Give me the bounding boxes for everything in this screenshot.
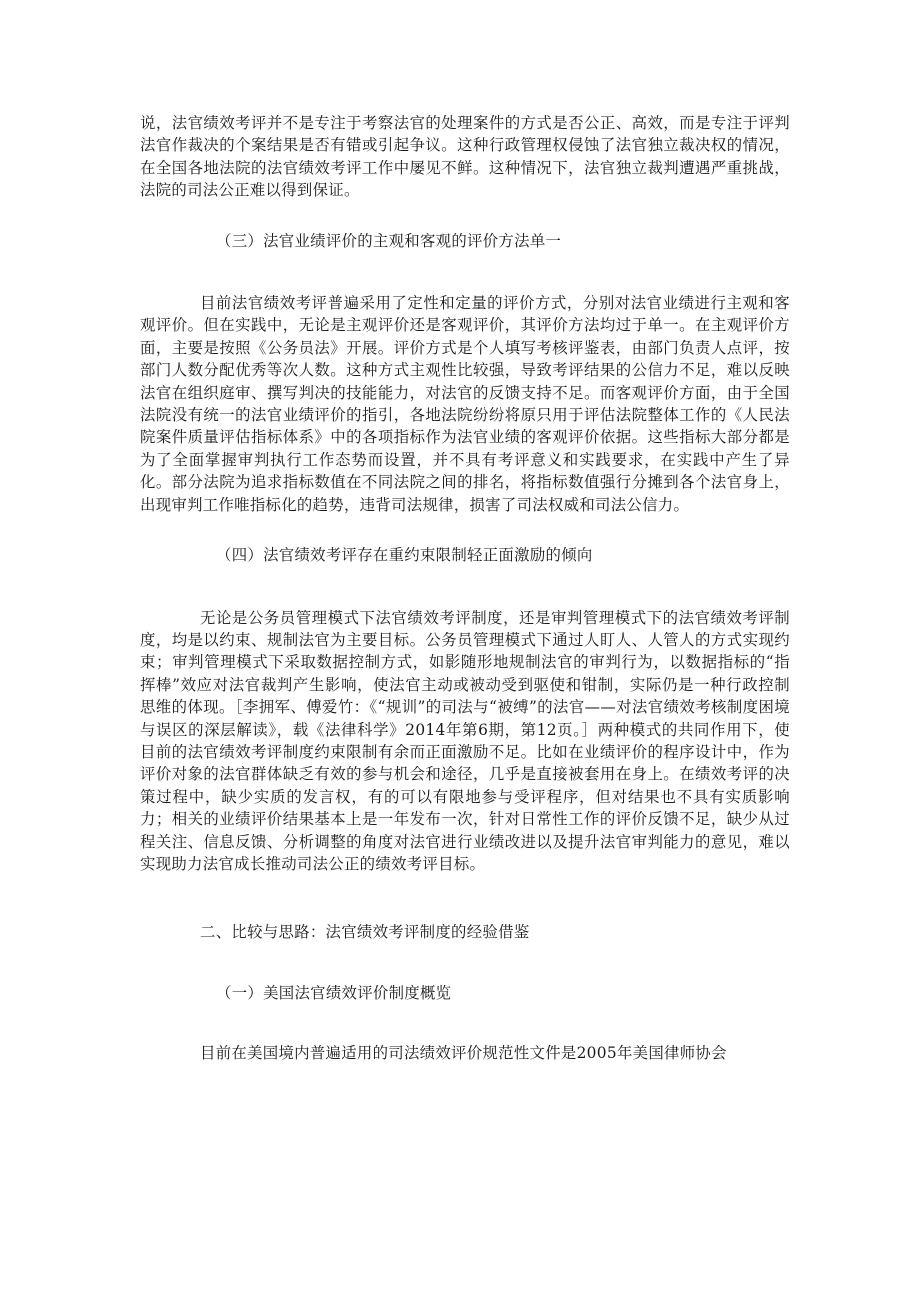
body-paragraph: 说，法官绩效考评并不是专注于考察法官的处理案件的方式是否公正、高效，而是专注于评判法官作裁决的个案结果是否有错或引起争议。这种行政管理权侵蚀了法官独立裁决权的情况，在全国各地法院的法官绩效考评工作中屡见不鲜。这种情况下，法官独立裁判遭遇严重挑战，法院的司法公正难以得到保证。 xyxy=(140,114,790,200)
body-paragraph: 目前在美国境内普遍适用的司法绩效评价规范性文件是2005年美国律师协会 xyxy=(200,1044,727,1063)
chapter-heading: 二、比较与思路：法官绩效考评制度的经验借鉴 xyxy=(200,923,530,942)
body-paragraph: 无论是公务员管理模式下法官绩效考评制度，还是审判管理模式下的法官绩效考评制度，均是以约束、规制法官为主要目标。公务员管理模式下通过人盯人、人管人的方式实现约束；审判管理模式下采取数据控制方式，如影随形地规制法官的审判行为，以数据指标的“指挥棒”效应对法官裁判产生影响，使法官主动或被动受到驱使和钳制，实际仍是一种行政控制思维的体现。［李拥军、傅爱竹：《“规训”的司法与“被缚”的法官——对法官绩效考核制度困境与误区的深层解读》，载《法律科学》2014年第6期，第12页。］两种模式的共同作用下，使目前的法官绩效考评制度约束限制有余而正面激励不足。比如在业绩评价的程序设计中，作为评价对象的法官群体缺乏有效的参与机会和途径，几乎是直接被套用在身上。在绩效考评的决策过程中，缺少实质的发言权，有的可以有限地参与受评程序，但对结果也不具有实质影响力；相关的业绩评价结果基本上是一年发布一次，针对日常性工作的评价反馈不足，缺少从过程关注、信息反馈、分析调整的角度对法官进行业绩改进以及提升法官审判能力的意见，难以实现助力法官成长推动司法公正的绩效考评目标。 xyxy=(140,608,790,873)
document-page xyxy=(140,112,790,1065)
section-heading-4: （四）法官绩效考评存在重约束限制轻正面激励的倾向 xyxy=(216,546,593,565)
section-heading-3: （三）法官业绩评价的主观和客观的评价方法单一 xyxy=(216,231,562,250)
body-paragraph: 目前法官绩效考评普遍采用了定性和定量的评价方式，分别对法官业绩进行主观和客观评价。但在实践中，无论是主观评价还是客观评价，其评价方法均过于单一。在主观评价方面，主要是按照《公务员法》开展。评价方式是个人填写考核评鉴表，由部门负责人点评，按部门人数分配优秀等次人数。这种方式主观性比较强，导致考评结果的公信力不足，难以反映法官在组织庭审、撰写判决的技能能力，对法官的反馈支持不足。而客观评价方面，由于全国法院没有统一的法官业绩评价的指引，各地法院纷纷将原只用于评估法院整体工作的《人民法院案件质量评估指标体系》中的各项指标作为法官业绩的客观评价依据。这些指标大部分都是为了全面掌握审判执行工作态势而设置，并不具有考评意义和实践要求，在实践中产生了异化。部分法院为追求指标数值在不同法院之间的排名，将指标数值强行分摊到各个法官身上，出现审判工作唯指标化的趋势，违背司法规律，损害了司法权威和司法公信力。 xyxy=(140,294,790,514)
subsection-heading-1: （一）美国法官绩效评价制度概览 xyxy=(216,983,452,1002)
